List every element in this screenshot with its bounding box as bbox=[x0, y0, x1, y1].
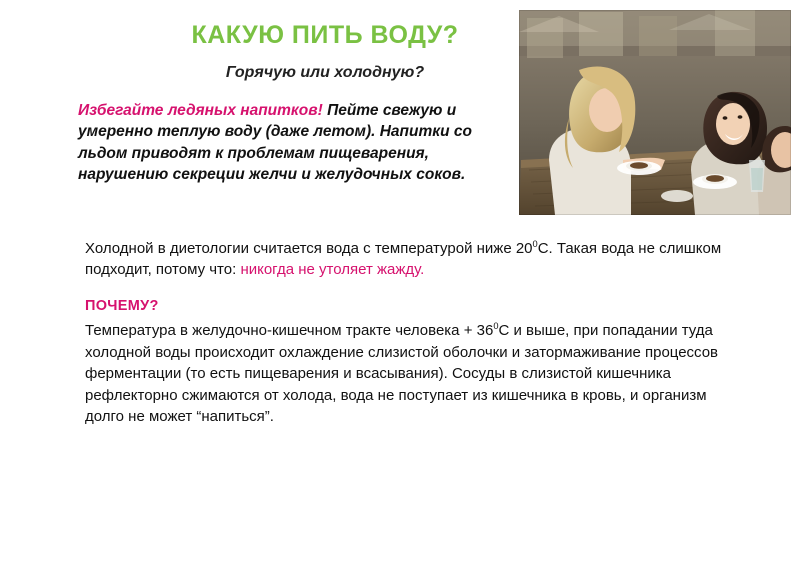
title-block bbox=[150, 22, 500, 82]
page-title: КАКУЮ ПИТЬ ВОДУ? bbox=[191, 21, 459, 49]
page-subtitle: Горячую или холодную? bbox=[225, 63, 425, 81]
middle-degree-1: 0 bbox=[532, 239, 538, 249]
body-paragraph bbox=[85, 320, 725, 428]
why-heading: ПОЧЕМУ? bbox=[85, 298, 159, 314]
body-part1: Температура в желудочно-кишечном тракте человека + 36 bbox=[85, 322, 494, 339]
middle-part1: Холодной в диетологии считается вода с температурой ниже 20 bbox=[85, 240, 533, 257]
photo-illustration bbox=[519, 10, 791, 215]
middle-part2: С. Такая вода не слишком подходит, потому что: bbox=[85, 240, 722, 279]
intro-highlight: Избегайте ледяных напитков! bbox=[78, 102, 323, 119]
intro-rest: Пейте свежую и умеренно теплую воду (даже летом). Напитки со льдом приводят к проблемам пищеварения, нарушению секреции желчи и желудочных соков. bbox=[78, 102, 472, 184]
body-degree-1: 0 bbox=[493, 321, 499, 331]
middle-highlight: никогда не утоляет жажду. bbox=[240, 261, 425, 279]
body-part2: С и выше, при попадании туда холодной воды происходит охлаждение слизистой оболочки и затормаживание процессов ферментации (то есть пищеварения и всасывания). Сосуды в слизистой кишечника рефлекторно сжимаются от холода, вода не поступает из кишечника в кровь, и организм долго не может “напиться”. bbox=[85, 322, 719, 426]
photo-women-cafe bbox=[519, 10, 791, 215]
intro-paragraph bbox=[78, 100, 503, 186]
middle-paragraph bbox=[85, 238, 725, 281]
